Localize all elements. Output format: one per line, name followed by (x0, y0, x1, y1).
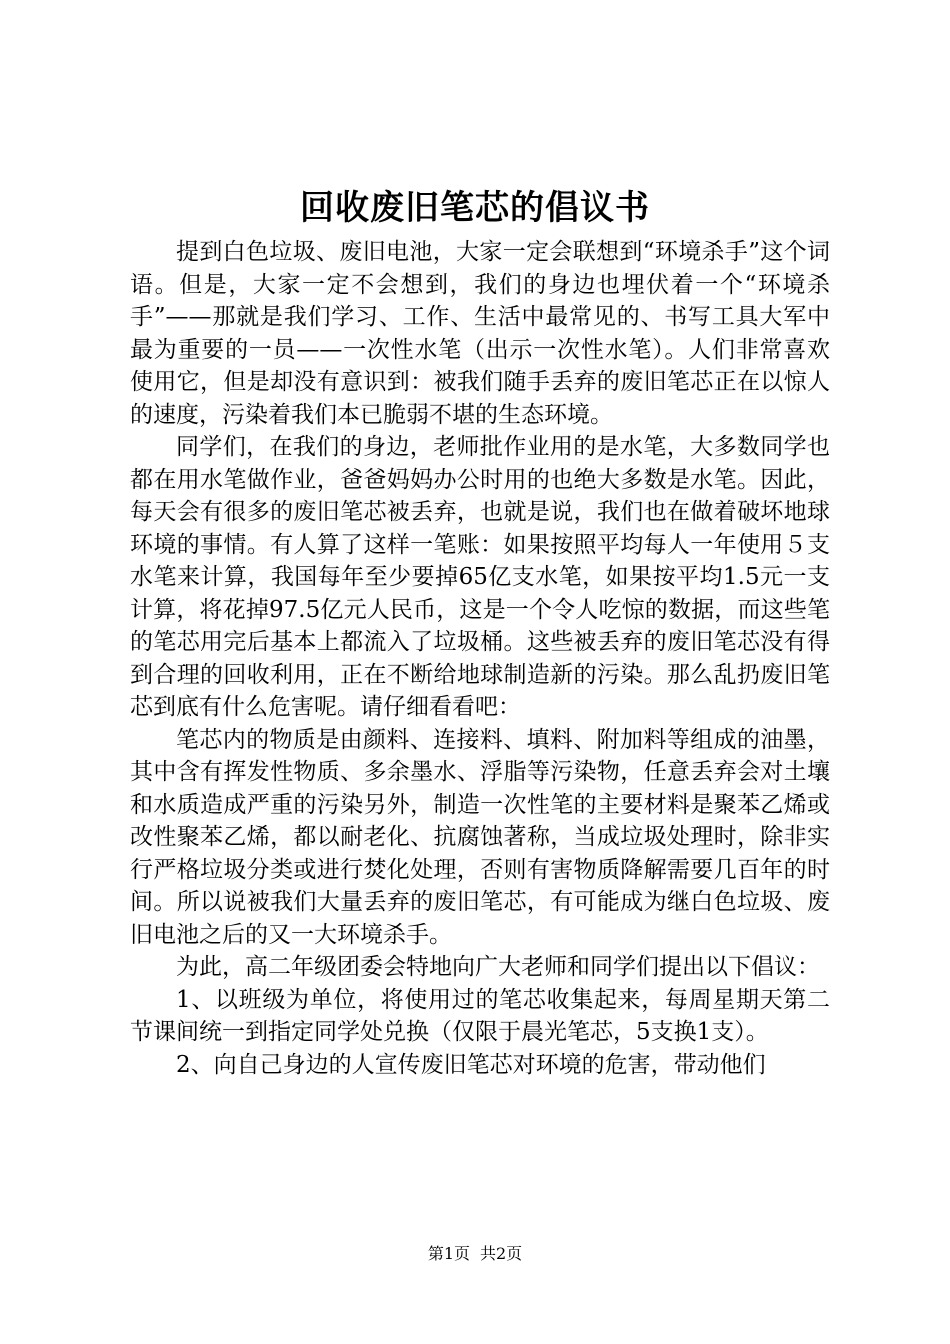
page-total: 共2页 (480, 1244, 523, 1263)
document-body (130, 236, 830, 1081)
paragraph-proposal-intro: 为此，高二年级团委会特地向广大老师和同学们提出以下倡议： (176, 954, 820, 980)
paragraph-harm: 笔芯内的物质是由颜料、连接料、填料、附加料等组成的油墨，其中含有挥发性物质、多余墨水、浮脂等污染物，任意丢弃会对土壤和水质造成严重的污染另外，制造一次性笔的主要材料是聚苯乙烯或改性聚苯乙烯，都以耐老化、抗腐蚀著称，当成垃圾处理时，除非实行严格垃圾分类或进行焚化处理，否则有害物质降解需要几百年的时间。所以说被我们大量丢弃的废旧笔芯，有可能成为继白色垃圾、废旧电池之后的又一大环境杀手。 (130, 726, 830, 948)
page-footer (0, 1243, 950, 1265)
paragraph-intro: 提到白色垃圾、废旧电池，大家一定会联想到“环境杀手”这个词语。但是，大家一定不会想到，我们的身边也埋伏着一个“环境杀手”——那就是我们学习、工作、生活中最常见的、书写工具大军中最为重要的一员——一次性水笔（出示一次性水笔）。人们非常喜欢使用它，但是却没有意识到：被我们随手丢弃的废旧笔芯正在以惊人的速度，污染着我们本已脆弱不堪的生态环境。 (130, 239, 830, 428)
paragraph-statistics: 同学们，在我们的身边，老师批作业用的是水笔，大多数同学也都在用水笔做作业，爸爸妈妈办公时用的也绝大多数是水笔。因此，每天会有很多的废旧笔芯被丢弃，也就是说，我们也在做着破坏地球环境的事情。有人算了这样一笔账：如果按照平均每人一年使用５支水笔来计算，我国每年至少要掉65亿支水笔，如果按平均1.5元一支计算，将花掉97.5亿元人民币，这是一个令人吃惊的数据，而这些笔的笔芯用完后基本上都流入了垃圾桶。这些被丢弃的废旧笔芯没有得到合理的回收利用，正在不断给地球制造新的污染。那么乱扔废旧笔芯到底有什么危害呢。请仔细看看吧： (130, 434, 830, 720)
proposal-item-1: 1、以班级为单位，将使用过的笔芯收集起来，每周星期天第二节课间统一到指定同学处兑换（仅限于晨光笔芯，5支换1支）。 (130, 986, 830, 1045)
proposal-item-2: 2、向自己身边的人宣传废旧笔芯对环境的危害，带动他们 (176, 1051, 766, 1078)
document-title: 回收废旧笔芯的倡议书 (300, 188, 650, 228)
page-number: 第1页 (427, 1244, 470, 1263)
